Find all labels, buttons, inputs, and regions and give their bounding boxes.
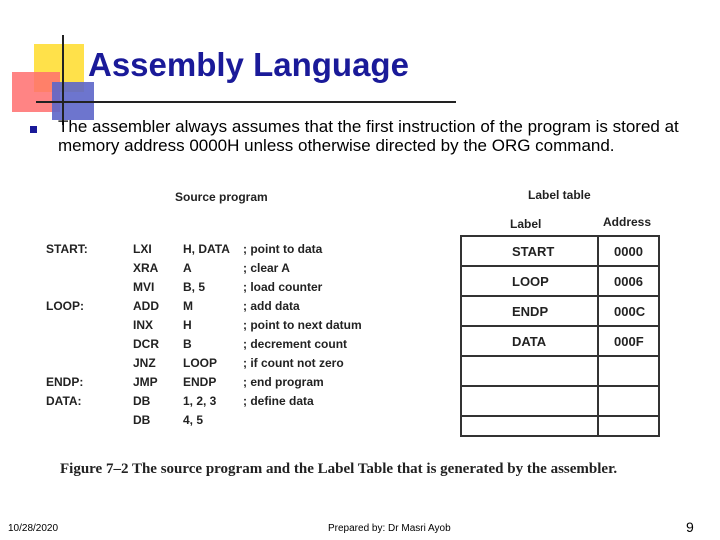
code-opcode: ADD (133, 299, 159, 313)
label-table-address: 0006 (614, 274, 643, 289)
code-operand: B (183, 337, 192, 351)
code-comment: ; if count not zero (243, 356, 344, 370)
code-comment: ; point to next datum (243, 318, 362, 332)
address-column-header: Address (603, 215, 652, 229)
label-table-label: ENDP (512, 304, 549, 319)
code-opcode: JMP (133, 375, 158, 389)
code-operand: B, 5 (183, 280, 206, 294)
label-table-row (462, 357, 658, 387)
code-comment: ; add data (243, 299, 300, 313)
code-operand: ENDP (183, 375, 217, 389)
code-opcode: DB (133, 394, 151, 408)
code-opcode: MVI (133, 280, 155, 294)
code-comment: ; load counter (243, 280, 323, 294)
slide-title: Assembly Language (88, 46, 409, 83)
code-opcode: DB (133, 413, 151, 427)
label-table (460, 235, 660, 437)
code-operand: 4, 5 (183, 413, 204, 427)
code-operand: H, DATA (183, 242, 230, 256)
label-column-header: Label (510, 217, 542, 231)
label-table-address: 000F (614, 334, 644, 349)
code-operand: LOOP (183, 356, 218, 370)
code-comment: ; clear A (243, 261, 290, 275)
figure-source-program (40, 182, 660, 502)
label-table-row (462, 237, 658, 267)
code-label: DATA: (46, 394, 82, 408)
bullet-text: The assembler always assumes that the first instruction of the program is stored at memory address 0000H unless otherwise directed by the ORG command. (58, 117, 679, 155)
code-opcode: LXI (133, 242, 152, 256)
code-label: START: (46, 242, 88, 256)
code-label: LOOP: (46, 299, 84, 313)
label-table-label: START (512, 244, 555, 259)
code-opcode: XRA (133, 261, 159, 275)
figure-caption: Figure 7–2 The source program and the Label Table that is generated by the assembler. (60, 461, 618, 477)
code-comment: ; end program (243, 375, 324, 389)
code-operand: 1, 2, 3 (183, 394, 217, 408)
label-table-row (462, 327, 658, 357)
code-opcode: DCR (133, 337, 159, 351)
footer-date: 10/28/2020 (8, 523, 59, 534)
decor-vertical-line (62, 35, 64, 125)
code-label: ENDP: (46, 375, 84, 389)
code-comment: ; decrement count (243, 337, 348, 351)
code-operand: A (183, 261, 192, 275)
code-comment: ; point to data (243, 242, 323, 256)
label-table-label: LOOP (512, 274, 549, 289)
label-table-label: DATA (512, 334, 547, 349)
label-table-title: Label table (528, 188, 591, 202)
decor-horizontal-line (36, 101, 456, 103)
bullet-icon (30, 126, 37, 133)
code-opcode: JNZ (133, 356, 156, 370)
page-number: 9 (686, 519, 694, 535)
code-operand: H (183, 318, 192, 332)
code-opcode: INX (133, 318, 154, 332)
label-table-row (462, 267, 658, 297)
footer-author: Prepared by: Dr Masri Ayob (328, 523, 451, 534)
label-table-address: 000C (614, 304, 646, 319)
source-program-header: Source program (175, 190, 268, 204)
label-table-row (462, 297, 658, 327)
code-comment: ; define data (243, 394, 314, 408)
label-table-address: 0000 (614, 244, 643, 259)
label-table-row (462, 387, 658, 417)
code-operand: M (183, 299, 193, 313)
